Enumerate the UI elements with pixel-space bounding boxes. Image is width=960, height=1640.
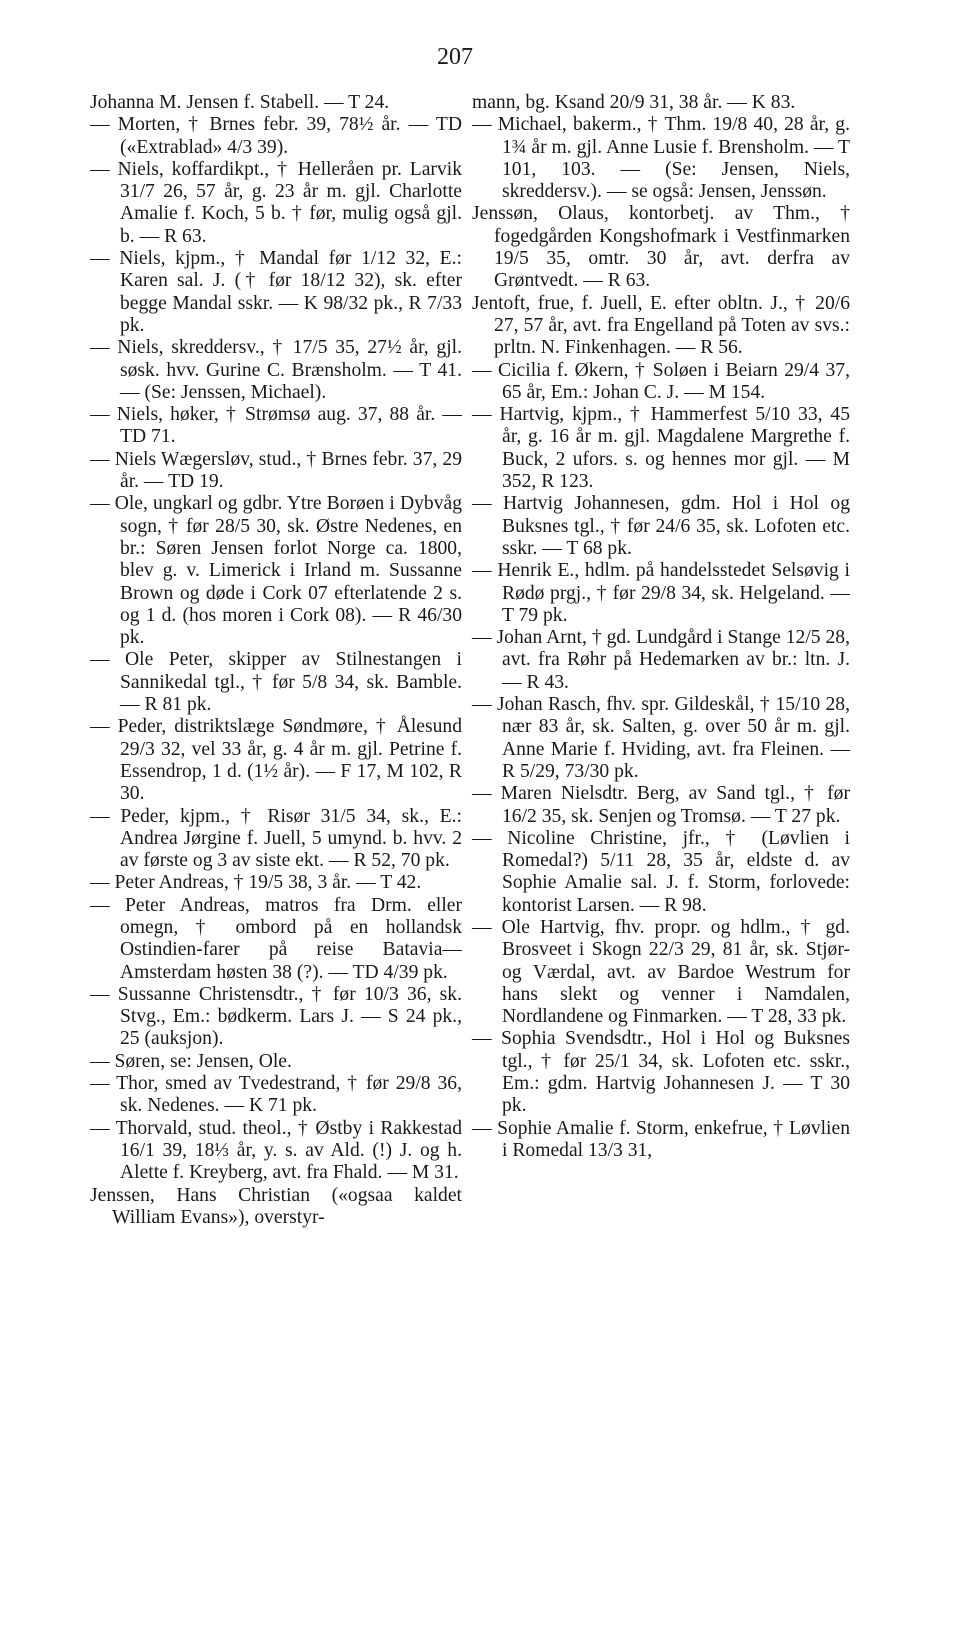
register-entry: — Michael, bakerm., † Thm. 19/8 40, 28 år, g. 1¾ år m. gjl. Anne Lusie f. Brensholm. — T 101, 103. — (Se: Jensen, Niels, skreddersv.). — se også: Jensen, Jenssøn.	[472, 114, 850, 203]
register-entry: — Johan Arnt, † gd. Lundgård i Stange 12/5 28, avt. fra Røhr på Hedemarken av br.: ltn. J. — R 43.	[472, 627, 850, 693]
surname-entry: Jenssen, Hans Christian («ogsaa kaldet William Evans»), overstyr-	[90, 1184, 462, 1228]
surname-entry: Jenssøn, Olaus, kontorbetj. av Thm., † fogedgården Kongshofmark i Vestfinmarken 19/5 35, omtr. 30 år, avt. derfra av Grøntvedt. — R 63.	[472, 203, 850, 292]
register-entry: — Niels, koffardikpt., † Helleråen pr. Larvik 31/7 26, 57 år, g. 23 år m. gjl. Charlotte Amalie f. Koch, 5 b. † før, mulig også gjl. b. — R 63.	[90, 158, 462, 247]
register-entry: — Maren Nielsdtr. Berg, av Sand tgl., † før 16/2 35, sk. Senjen og Tromsø. — T 27 pk.	[472, 783, 850, 827]
register-entry: — Peder, distriktslæge Søndmøre, † Ålesund 29/3 32, vel 33 år, g. 4 år m. gjl. Petrine f. Essendrop, 1 d. (1½ år). — F 17, M 102, R 30.	[90, 716, 462, 805]
register-entry: — Thorvald, stud. theol., † Østby i Rakkestad 16/1 39, 18⅓ år, y. s. av Ald. (!) J. og h. Alette f. Kreyberg, avt. fra Fhald. — M 31.	[90, 1117, 462, 1184]
continued-entry: mann, bg. Ksand 20/9 31, 38 år. — K 83.	[472, 92, 796, 113]
register-entry: — Ole Hartvig, fhv. propr. og hdlm., † gd. Brosveet i Skogn 22/3 29, 81 år, sk. Stjør- og Værdal, avt. av Bardoe Westrum for hans slekt og venner i Namdalen, Nordlandene og Finmarken. — T 28, 33 pk.	[472, 916, 850, 1028]
register-entry: — Morten, † Brnes febr. 39, 78½ år. — TD («Extrablad» 4/3 39).	[90, 114, 462, 158]
register-entry: — Sophia Svendsdtr., Hol i Hol og Buksnes tgl., † før 25/1 34, sk. Lofoten etc. sskr., Em.: gdm. Hartvig Johannesen J. — T 30 pk.	[472, 1028, 850, 1117]
left-column	[90, 92, 462, 1229]
register-entry: — Niels, høker, † Strømsø aug. 37, 88 år. — TD 71.	[90, 404, 462, 448]
register-entry: — Peder, kjpm., † Risør 31/5 34, sk., E.: Andrea Jørgine f. Juell, 5 umynd. b. hvv. 2 av første og 3 av siste ekt. — R 52, 70 pk.	[90, 805, 462, 872]
register-entry: — Peter Andreas, matros fra Drm. eller omegn, † ombord på en hollandsk Ostindien-farer på reise Batavia—Amsterdam høsten 38 (?). — TD 4/39 pk.	[90, 894, 462, 983]
register-entry: — Sussanne Christensdtr., † før 10/3 36, sk. Stvg., Em.: bødkerm. Lars J. — S 24 pk., 25 (auksjon).	[90, 983, 462, 1050]
register-entry: — Thor, smed av Tvedestrand, † før 29/8 36, sk. Nedenes. — K 71 pk.	[90, 1073, 462, 1117]
right-column	[472, 92, 850, 1162]
register-entry: — Niels, kjpm., † Mandal før 1/12 32, E.: Karen sal. J. († før 18/12 32), sk. efter begge Mandal sskr. — K 98/32 pk., R 7/33 pk.	[90, 248, 462, 336]
register-entry: — Ole, ungkarl og gdbr. Ytre Borøen i Dybvåg sogn, † før 28/5 30, sk. Østre Nedenes, en br.: Søren Jensen forlot Norge ca. 1800, blev g. v. Limerick i Irland m. Sussanne Brown og døde i Cork 07 efterlatende 2 s. og 1 d. (hos moren i Cork 08). — R 46/30 pk.	[90, 493, 462, 649]
register-entry: — Johan Rasch, fhv. spr. Gildeskål, † 15/10 28, nær 83 år, sk. Salten, g. over 50 år m. gjl. Anne Marie f. Hviding, avt. fra Fleinen. — R 5/29, 73/30 pk.	[472, 694, 850, 782]
register-entry: — Peter Andreas, † 19/5 38, 3 år. — T 42.	[90, 872, 422, 894]
register-entry: — Niels, skreddersv., † 17/5 35, 27½ år, gjl. søsk. hvv. Gurine C. Brænsholm. — T 41. — (Se: Jenssen, Michael).	[90, 337, 462, 403]
register-entry: — Hartvig, kjpm., † Hammerfest 5/10 33, 45 år, g. 16 år m. gjl. Magdalene Margrethe f. Buck, 2 ufors. s. og hennes mor gjl. — M 352, R 123.	[472, 404, 850, 493]
register-entry: — Søren, se: Jensen, Ole.	[90, 1050, 292, 1072]
register-entry: — Cicilia f. Økern, † Soløen i Beiarn 29/4 37, 65 år, Em.: Johan C. J. — M 154.	[472, 359, 850, 403]
page-number: 207	[437, 44, 473, 70]
register-entry: — Ole Peter, skipper av Stilnestangen i Sannikedal tgl., † før 5/8 34, sk. Bamble. — R 81 pk.	[90, 649, 462, 716]
surname-entry: Jentoft, frue, f. Juell, E. efter obltn. J., † 20/6 27, 57 år, avt. fra Engelland på Toten av svs.: prltn. N. Finkenhagen. — R 56.	[472, 292, 850, 359]
register-entry: — Hartvig Johannesen, gdm. Hol i Hol og Buksnes tgl., † før 24/6 35, sk. Lofoten etc. sskr. — T 68 pk.	[472, 493, 850, 559]
register-entry: — Niels Wægersløv, stud., † Brnes febr. 37, 29 år. — TD 19.	[90, 448, 462, 493]
register-entry: — Nicoline Christine, jfr., † (Løvlien i Romedal?) 5/11 28, 35 år, eldste d. av Sophie Amalie sal. J. f. Storm, forlovede: kontorist Larsen. — R 98.	[472, 827, 850, 916]
register-entry: — Sophie Amalie f. Storm, enkefrue, † Løvlien i Romedal 13/3 31,	[472, 1117, 850, 1161]
register-entry: — Henrik E., hdlm. på handelsstedet Selsøvig i Rødø prgj., † før 29/8 34, sk. Helgeland. — T 79 pk.	[472, 560, 850, 626]
surname-entry: Johanna M. Jensen f. Stabell. — T 24.	[90, 92, 390, 113]
